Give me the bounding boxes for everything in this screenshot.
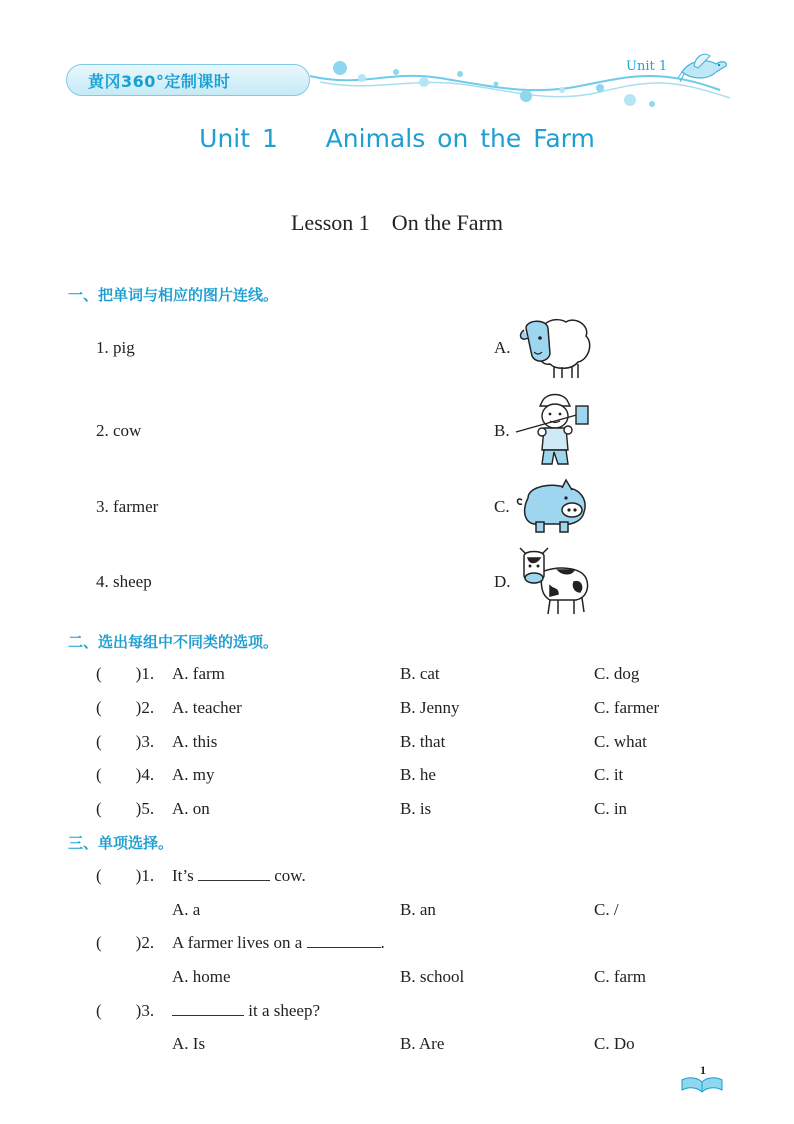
picture-label-b: B. [494,421,510,440]
question-stem [172,866,306,886]
option-a[interactable]: A. a [172,900,201,919]
option-c[interactable]: C. farm [594,967,646,986]
answer-blank[interactable] [198,866,270,881]
option-a[interactable]: A. Is [172,1034,206,1053]
header-brand-text: 黄冈360°定制课时 [88,72,231,91]
unit-title: Unit 1 Animals on the Farm [199,124,595,153]
lesson-title: Lesson 1 On the Farm [290,210,504,235]
option-a: A. my [172,765,215,784]
question-stem [172,1001,320,1021]
option-a: A. on [172,799,210,818]
option-b: B. is [400,799,432,818]
picture-label-d: D. [494,572,511,591]
open-book-icon [680,1074,724,1094]
answer-blank[interactable] [307,933,381,948]
section3-heading: 三、单项选择。 [68,834,174,852]
answer-bracket[interactable]: ( )2. [96,933,155,952]
question-stem [172,933,385,953]
match-word-3[interactable]: 3. farmer [96,497,159,516]
option-b: B. he [400,765,436,784]
stem-before: It’s [172,866,198,885]
option-c: C. in [594,799,628,818]
picture-label-c: C. [494,497,510,516]
match-word-1[interactable]: 1. pig [96,338,135,357]
picture-label-a: A. [494,338,511,357]
answer-bracket[interactable]: ( )3. [96,1001,155,1020]
match-word-4[interactable]: 4. sheep [96,572,152,591]
answer-bracket[interactable]: ( )3. [96,732,155,751]
option-c: C. what [594,732,647,751]
option-c[interactable]: C. Do [594,1034,635,1053]
bird-icon [676,50,730,86]
sheep-icon[interactable] [516,312,594,382]
option-b[interactable]: B. school [400,967,465,986]
farmer-icon[interactable] [512,392,592,470]
answer-blank[interactable] [172,1001,244,1016]
option-c: C. farmer [594,698,660,717]
cow-icon[interactable] [514,546,594,618]
answer-bracket[interactable]: ( )1. [96,866,155,885]
answer-bracket[interactable]: ( )1. [96,664,155,683]
stem-after: cow. [269,866,306,885]
section2-heading: 二、选出每组中不同类的选项。 [68,633,279,651]
stem-before: A farmer lives on a [172,933,307,952]
option-a: A. teacher [172,698,242,717]
option-b: B. Jenny [400,698,460,717]
option-b: B. that [400,732,446,751]
option-a[interactable]: A. home [172,967,231,986]
answer-bracket[interactable]: ( )2. [96,698,155,717]
pig-icon[interactable] [514,478,592,536]
page-number: 1 [700,1063,706,1077]
option-c: C. dog [594,664,640,683]
stem-after: . [380,933,385,952]
answer-bracket[interactable]: ( )5. [96,799,155,818]
option-b[interactable]: B. an [400,900,436,919]
option-c[interactable]: C. / [594,900,619,919]
header-wave-decoration [300,48,740,118]
section1-heading: 一、把单词与相应的图片连线。 [68,286,279,304]
option-a: A. farm [172,664,225,683]
answer-bracket[interactable]: ( )4. [96,765,155,784]
header-unit-label: Unit 1 [626,59,668,74]
match-word-2[interactable]: 2. cow [96,421,142,440]
option-a: A. this [172,732,218,751]
stem-after: it a sheep? [244,1001,320,1020]
option-c: C. it [594,765,624,784]
option-b: B. cat [400,664,440,683]
option-b[interactable]: B. Are [400,1034,445,1053]
